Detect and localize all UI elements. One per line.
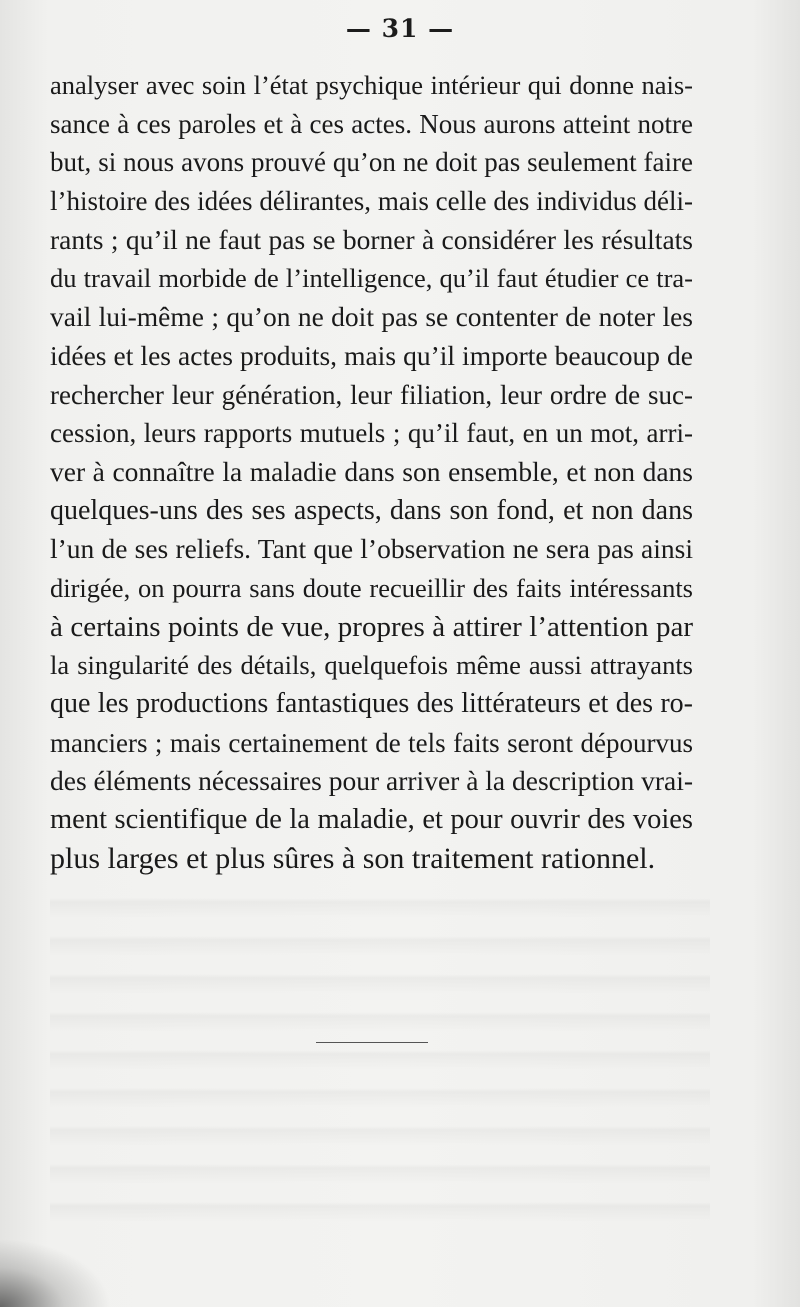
page-edge-shadow [0,1227,130,1307]
text-line: que les productions fantastiques des littérateurs et des ro- [50,688,693,719]
text-line: idées et les actes produits, mais qu’il importe beaucoup de [50,339,693,371]
section-divider-rule [316,1042,428,1043]
show-through-texture [50,880,710,1240]
text-line: ment scientifique de la maladie, et pour ouvrir des voies [50,804,693,836]
text-line: dirigée, on pourra sans doute recueillir des faits intéressants [50,572,693,603]
text-line: vail lui-même ; qu’on ne doit pas se contenter de noter les [50,301,693,333]
text-line: sance à ces paroles et à ces actes. Nous aurons atteint notre [50,108,693,139]
text-line: but, si nous avons prouvé qu’on ne doit pas seulement faire [50,147,693,178]
text-line: ver à connaître la maladie dans son ensemble, et non dans [50,455,693,487]
text-line: quelques-uns des ses aspects, dans son fond, et non dans [50,494,693,526]
text-line: à certains points de vue, propres à attirer l’attention par [50,610,693,643]
text-line: la singularité des détails, quelquefois même aussi attrayants [50,650,693,681]
text-line: du travail morbide de l’intelligence, qu’il faut étudier ce tra- [50,263,693,294]
text-line: rechercher leur génération, leur filiation, leur ordre de suc- [50,379,693,410]
text-line: manciers ; mais certainement de tels faits seront dépourvus [50,727,693,758]
text-line: plus larges et plus sûres à son traitement rationnel. [50,841,656,875]
body-paragraph [50,66,693,878]
text-line: l’un de ses reliefs. Tant que l’observation ne sera pas ainsi [50,533,693,565]
text-line: analyser avec soin l’état psychique intérieur qui donne nais- [50,70,693,100]
text-line: cession, leurs rapports mutuels ; qu’il faut, en un mot, arri- [50,418,693,449]
text-line: rants ; qu’il ne faut pas se borner à considérer les résultats [50,223,693,255]
text-line: l’histoire des idées délirantes, mais celle des individus déli- [50,186,693,217]
text-line: des éléments nécessaires pour arriver à la description vrai- [50,765,693,797]
page-number: — 31 — [345,14,455,43]
